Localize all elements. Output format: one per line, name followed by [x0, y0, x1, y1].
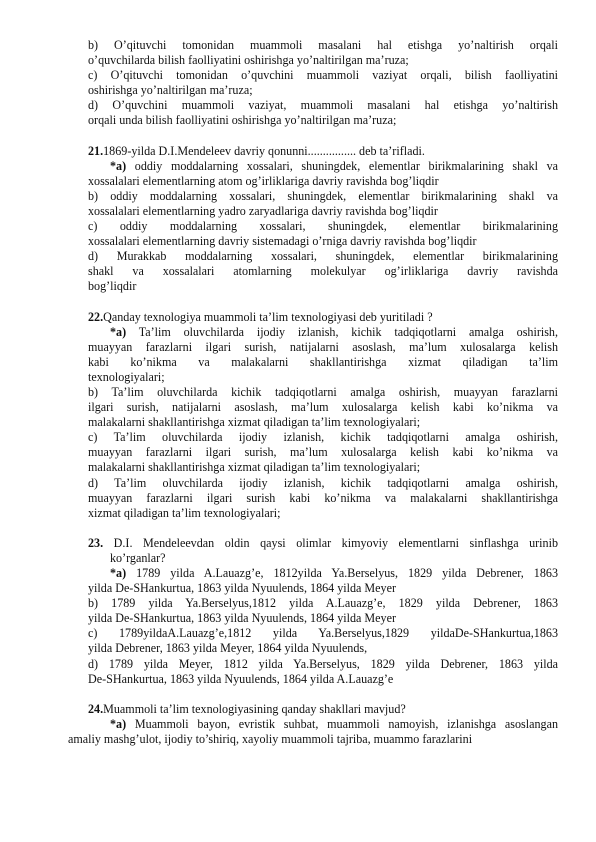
- option-text: xossalalari elementlarning davriy sistemadagi o’rniga davriy ravishda bog’liqdir: [88, 234, 477, 249]
- question-text: Muammoli ta’lim texnologiyasining qanday shakllari mavjud?: [103, 701, 406, 716]
- option-text: muayyan farazlarni ilgari surish, natijalarni asoslash, ma’lum xulosalarga kelish: [88, 339, 558, 354]
- option-line: [68, 732, 558, 747]
- question-number: 22.: [88, 309, 104, 324]
- option-line: [88, 370, 558, 385]
- line-text: o’quvchilarda bilish faolliyatini oshirishga yo’naltirilgan ma’ruza;: [88, 53, 409, 68]
- option-line: [88, 325, 558, 340]
- option-line: [88, 626, 558, 641]
- line-text: c) O’qituvchi tomonidan o’quvchini muammoli vaziyat orqali, bilish faolliyatini: [88, 68, 558, 83]
- option-line: [88, 657, 558, 672]
- option-mark: *a): [110, 716, 127, 731]
- option-line: [88, 249, 558, 264]
- question-text: Qanday texnologiya muammoli ta’lim texnologiyasi deb yuritiladi ?: [103, 309, 433, 324]
- option-line: [88, 204, 558, 219]
- option-line: [88, 189, 558, 204]
- option-line: [88, 264, 558, 279]
- option-text: xossalalari elementlarning yadro zaryadlariga davriy ravishda bog’liqdir: [88, 203, 438, 218]
- option-text: kabi ko’nikma va malakalarni shakllantirishga xizmat qiladigan ta’lim: [88, 354, 558, 369]
- option-line: [88, 717, 558, 732]
- option-mark: b): [88, 188, 99, 203]
- option-line: [88, 611, 558, 626]
- question-text: 1869-yilda D.I.Mendeleev davriy qonunni................ deb ta’rifladi.: [103, 143, 425, 158]
- question-line: [88, 551, 558, 566]
- question-number: 21.: [88, 143, 104, 158]
- text-line: [88, 38, 558, 53]
- option-text: oddiy moddalarning xossalari, shuningdek, elementlar birikmalarining shakl va: [126, 158, 558, 173]
- question-line: [88, 702, 558, 717]
- option-mark: b): [88, 384, 99, 399]
- option-mark: *a): [110, 158, 127, 173]
- question-text: ko’rganlar?: [110, 550, 166, 565]
- option-line: [88, 159, 558, 174]
- option-text: oddiy moddalarning xossalari, shuningdek, elementlar birikmalarining shakl va: [98, 188, 558, 203]
- option-mark: *a): [110, 324, 127, 339]
- option-line: [88, 430, 558, 445]
- option-line: [88, 445, 558, 460]
- option-text: muayyan farazlarni ilgari surish, ma’lum xulosalarga kelish kabi ko’nikma va: [88, 445, 558, 460]
- option-line: [88, 400, 558, 415]
- option-mark: d): [88, 656, 99, 671]
- option-line: [88, 566, 558, 581]
- option-line: [88, 491, 558, 506]
- text-line: [88, 113, 558, 128]
- option-text: 1789 yilda Ya.Berselyus,1812 yilda A.Lauazg’e, 1829 yilda Debrener, 1863: [98, 596, 558, 611]
- option-text: ilgari surish, natijalarni asoslash, ma’lum xulosalarga kelish kabi ko’nikma va: [88, 400, 558, 415]
- option-line: [88, 506, 558, 521]
- option-text: yilda Debrener, 1863 yilda Meyer, 1864 yilda Nyuulends,: [88, 641, 368, 656]
- option-line: [88, 460, 558, 475]
- option-text: yilda De-SHankurtua, 1863 yilda Nyuulends, 1864 yilda Meyer: [88, 581, 396, 596]
- option-text: Murakkab moddalarning xossalari, shuningdek, elementlar birikmalarining: [98, 249, 558, 264]
- option-line: [88, 476, 558, 491]
- question-block-q24: [68, 701, 558, 747]
- option-line: [88, 340, 558, 355]
- option-text: Ta’lim oluvchilarda ijodiy izlanish, kichik tadqiqotlarni amalga oshirish,: [126, 324, 558, 339]
- option-text: Ta’lim oluvchilarda kichik tadqiqotlarni amalga oshirish, muayyan farazlarni: [98, 384, 558, 399]
- option-text: bog’liqdir: [88, 279, 137, 294]
- question-block-q20-tail: [88, 38, 558, 129]
- option-text: oddiy moddalarning xossalari, shuningdek, elementlar birikmalarining: [97, 219, 558, 234]
- document-page: [68, 38, 558, 747]
- line-text: oshirishga yo’naltirilgan ma’ruza;: [88, 83, 253, 98]
- option-mark: c): [88, 219, 98, 234]
- option-line: [88, 174, 558, 189]
- option-text: 1789yildaA.Lauazg’e,1812 yilda Ya.Berselyus,1829 yildaDe-SHankurtua,1863: [97, 626, 558, 641]
- question-line: [88, 310, 558, 325]
- text-line: [88, 98, 558, 113]
- option-line: [88, 415, 558, 430]
- option-line: [88, 355, 558, 370]
- question-number: 24.: [88, 701, 104, 716]
- text-line: [88, 53, 558, 68]
- option-line: [88, 596, 558, 611]
- option-mark: c): [88, 626, 98, 641]
- option-text: Ta’lim oluvchilarda ijodiy izlanish, kichik tadqiqotlarni amalga oshirish,: [98, 475, 558, 490]
- option-mark: d): [88, 249, 99, 264]
- text-line: [88, 68, 558, 83]
- option-text: malakalarni shakllantirishga xizmat qiladigan ta’lim texnologiyalari;: [88, 415, 421, 430]
- question-text: D.I. Mendeleevdan oldin qaysi olimlar kimyoviy elementlarni sinflashga urinib: [103, 535, 558, 550]
- option-text: Muammoli bayon, evristik suhbat, muammoli namoyish, izlanishga asoslangan: [126, 716, 558, 731]
- option-text: malakalarni shakllantirishga xizmat qiladigan ta’lim texnologiyalari;: [88, 460, 421, 475]
- option-line: [88, 672, 558, 687]
- option-mark: c): [88, 430, 98, 445]
- option-text: De-SHankurtua, 1863 yilda Nyuulends, 1864 yilda A.Lauazg’e: [88, 671, 394, 686]
- option-line: [88, 581, 558, 596]
- option-line: [88, 385, 558, 400]
- text-line: [88, 83, 558, 98]
- question-block-q21: [88, 144, 558, 295]
- option-text: shakl va xossalalari atomlarning molekulyar og’irliklariga davriy ravishda: [88, 264, 558, 279]
- option-text: xossalalari elementlarning atom og’irliklariga davriy ravishda bog’liqdir: [88, 173, 439, 188]
- question-line: [88, 536, 558, 551]
- option-line: [88, 279, 558, 294]
- option-mark: *a): [110, 566, 127, 580]
- option-text: yilda De-SHankurtua, 1863 yilda Nyuulends, 1864 yilda Meyer: [88, 611, 396, 626]
- option-text: muayyan farazlarni ilgari surish kabi ko’nikma va malakalarni shakllantirishga: [88, 490, 558, 505]
- option-mark: d): [88, 475, 99, 490]
- option-line: [88, 219, 558, 234]
- line-text: b) O’qituvchi tomonidan muammoli masalani hal etishga yo’naltirish orqali: [88, 38, 558, 52]
- option-text: 1789 yilda Meyer, 1812 yilda Ya.Berselyus, 1829 yilda Debrener, 1863 yilda: [98, 656, 558, 671]
- option-line: [88, 641, 558, 656]
- question-line: [88, 144, 558, 159]
- option-text: 1789 yilda A.Lauazg’e, 1812yilda Ya.Berselyus, 1829 yilda Debrener, 1863: [126, 566, 558, 580]
- option-text: texnologiyalari;: [88, 369, 165, 384]
- option-line: [88, 234, 558, 249]
- line-text: orqali unda bilish faolliyatini oshirishga yo’naltirilgan ma’ruza;: [88, 113, 397, 128]
- question-block-q23: [88, 536, 558, 687]
- question-block-q22: [88, 310, 558, 521]
- option-text: Ta’lim oluvchilarda ijodiy izlanish, kichik tadqiqotlarni amalga oshirish,: [97, 430, 558, 445]
- option-text: xizmat qiladigan ta’lim texnologiyalari;: [88, 505, 281, 520]
- option-mark: b): [88, 596, 99, 611]
- line-text: d) O’quvchini muammoli vaziyat, muammoli masalani hal etishga yo’naltirish: [88, 98, 558, 113]
- option-text: amaliy mashg’ulot, ijodiy to’shiriq, xayoliy muammoli tajriba, muammo farazlarini: [68, 731, 473, 746]
- question-number: 23.: [88, 535, 104, 550]
